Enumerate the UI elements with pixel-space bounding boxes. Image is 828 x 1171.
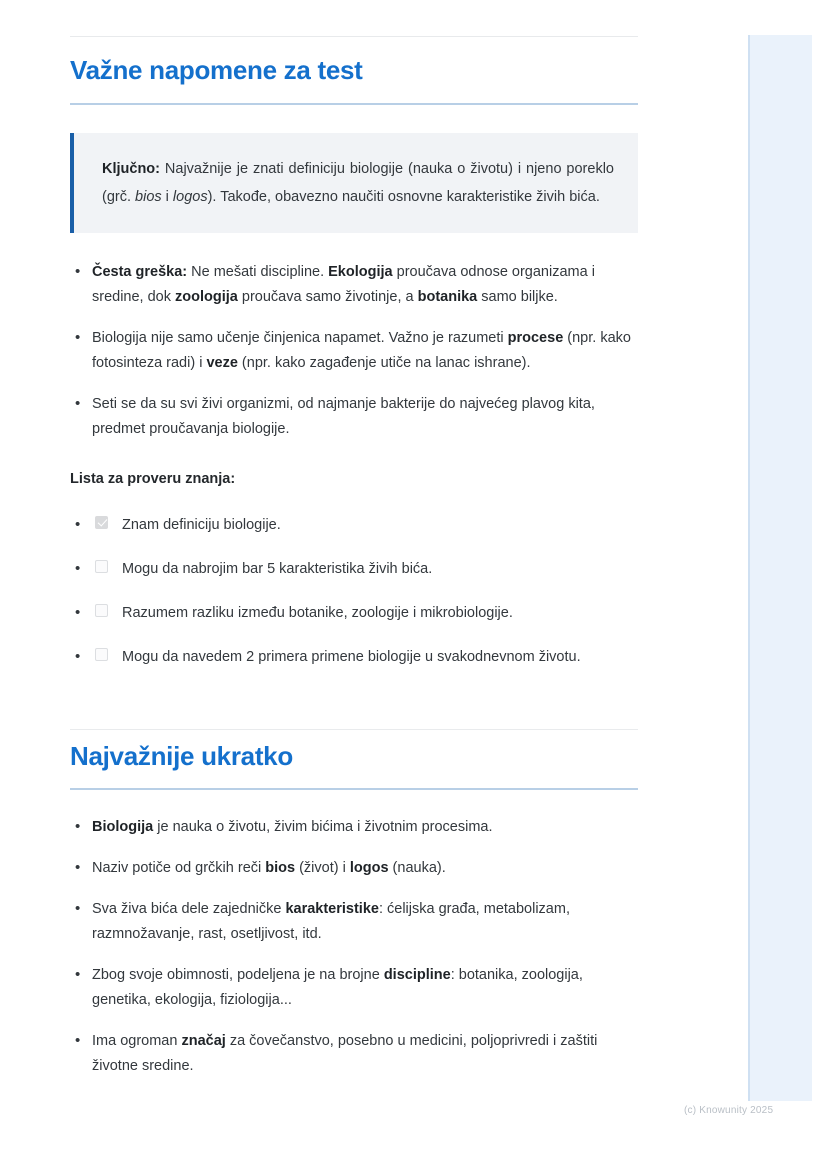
section-title-napomene: Važne napomene za test [70, 55, 363, 85]
bullet-bold: zoologija [175, 289, 238, 306]
section-divider [70, 729, 638, 730]
bullet-text: Seti se da su svi živi organizmi, od najmanje bakterije do najvećeg plavog kita, predmet proučavanja biologije. [92, 395, 595, 437]
checkbox-unchecked-icon[interactable] [95, 604, 108, 617]
bullet-bold: Biologija [92, 819, 154, 836]
bullet-text: proučava samo životinje, a [237, 289, 418, 306]
key-note-italic-logos: logos [172, 188, 208, 205]
list-item [70, 856, 638, 881]
list-item [70, 513, 638, 538]
list-item [70, 645, 638, 670]
key-note-label: Ključno: [102, 160, 160, 177]
list-item [70, 601, 638, 626]
key-note-callout [70, 133, 638, 234]
list-item [70, 897, 638, 947]
bullet-bold: Ekologija [328, 264, 393, 281]
checklist-item-label: Znam definiciju biologije. [122, 516, 281, 533]
bullet-text: Zbog svoje obimnosti, podeljena je na brojne [92, 967, 384, 984]
bullet-bold: logos [349, 860, 389, 877]
summary-bullet-list [70, 815, 638, 1079]
knowledge-checklist [70, 513, 638, 670]
checkbox-unchecked-icon[interactable] [95, 560, 108, 573]
key-note-part-3: ). Takođe, obavezno naučiti osnovne karakteristike živih bića. [207, 188, 600, 205]
bullet-bold: karakteristike [285, 901, 379, 918]
bullet-text: (npr. kako fotosinteza radi) i [92, 330, 631, 371]
bullet-bold: veze [206, 354, 238, 371]
bullet-text: (život) i [295, 860, 350, 877]
bullet-text: : botanika, zoologija, genetika, ekologija, fiziologija... [92, 967, 583, 1008]
section-title-ukratko: Najvažnije ukratko [70, 740, 293, 771]
list-item [70, 392, 638, 442]
list-item [70, 963, 638, 1013]
bullet-text: je nauka o životu, živim bićima i životnim procesima. [153, 819, 493, 836]
list-item [70, 1029, 638, 1079]
list-item [70, 326, 638, 376]
document-content [70, 0, 638, 1079]
list-item [70, 260, 638, 310]
key-note-part-1: Najvažnije je znati definiciju biologije (nauka o životu) i njeno poreklo (grč. [102, 160, 614, 205]
bullet-text: Biologija nije samo učenje činjenica napamet. Važno je razumeti [92, 330, 508, 346]
bullet-bold: bios [265, 860, 296, 877]
list-item [70, 557, 638, 582]
copyright-watermark: (c) Knowunity 2025 [684, 1105, 774, 1116]
bullet-text: za čovečanstvo, posebno u medicini, poljoprivredi i zaštiti životne sredine. [92, 1032, 598, 1074]
bullet-text: samo biljke. [477, 289, 558, 306]
bullet-bold: Česta greška: [92, 264, 188, 281]
notes-bullet-list [70, 260, 638, 442]
bullet-bold: procese [507, 330, 564, 346]
checkbox-unchecked-icon[interactable] [95, 648, 108, 661]
bullet-text: Ne mešati discipline. [187, 264, 329, 281]
list-item [70, 815, 638, 840]
bullet-text: Naziv potiče od grčkih reči [92, 860, 266, 877]
key-note-text [102, 155, 614, 212]
bullet-text: Sva živa bića dele zajedničke [92, 901, 286, 918]
bullet-bold: značaj [181, 1032, 226, 1049]
key-note-part-2: i [161, 188, 173, 205]
bullet-bold: botanika [417, 289, 478, 306]
checklist-item-label: Razumem razliku između botanike, zoologije i mikrobiologije. [122, 604, 513, 621]
bullet-text: (nauka). [388, 860, 446, 877]
bullet-text: Ima ogroman [92, 1032, 182, 1049]
checklist-item-label: Mogu da navedem 2 primera primene biologije u svakodnevnom životu. [122, 648, 581, 665]
checklist-label: Lista za proveru znanja: [70, 470, 236, 487]
checkbox-checked-icon[interactable] [95, 516, 108, 529]
right-side-panel[interactable] [748, 35, 812, 1101]
bullet-bold: discipline [383, 967, 451, 984]
key-note-italic-bios: bios [135, 188, 162, 205]
checklist-item-label: Mogu da nabrojim bar 5 karakteristika živih bića. [122, 560, 433, 577]
bullet-text: proučava odnose organizama i sredine, dok [92, 264, 595, 306]
bullet-text: : ćelijska građa, metabolizam, razmnožavanje, rast, osetljivost, itd. [92, 901, 570, 943]
bullet-text: (npr. kako zagađenje utiče na lanac ishrane). [237, 354, 531, 371]
